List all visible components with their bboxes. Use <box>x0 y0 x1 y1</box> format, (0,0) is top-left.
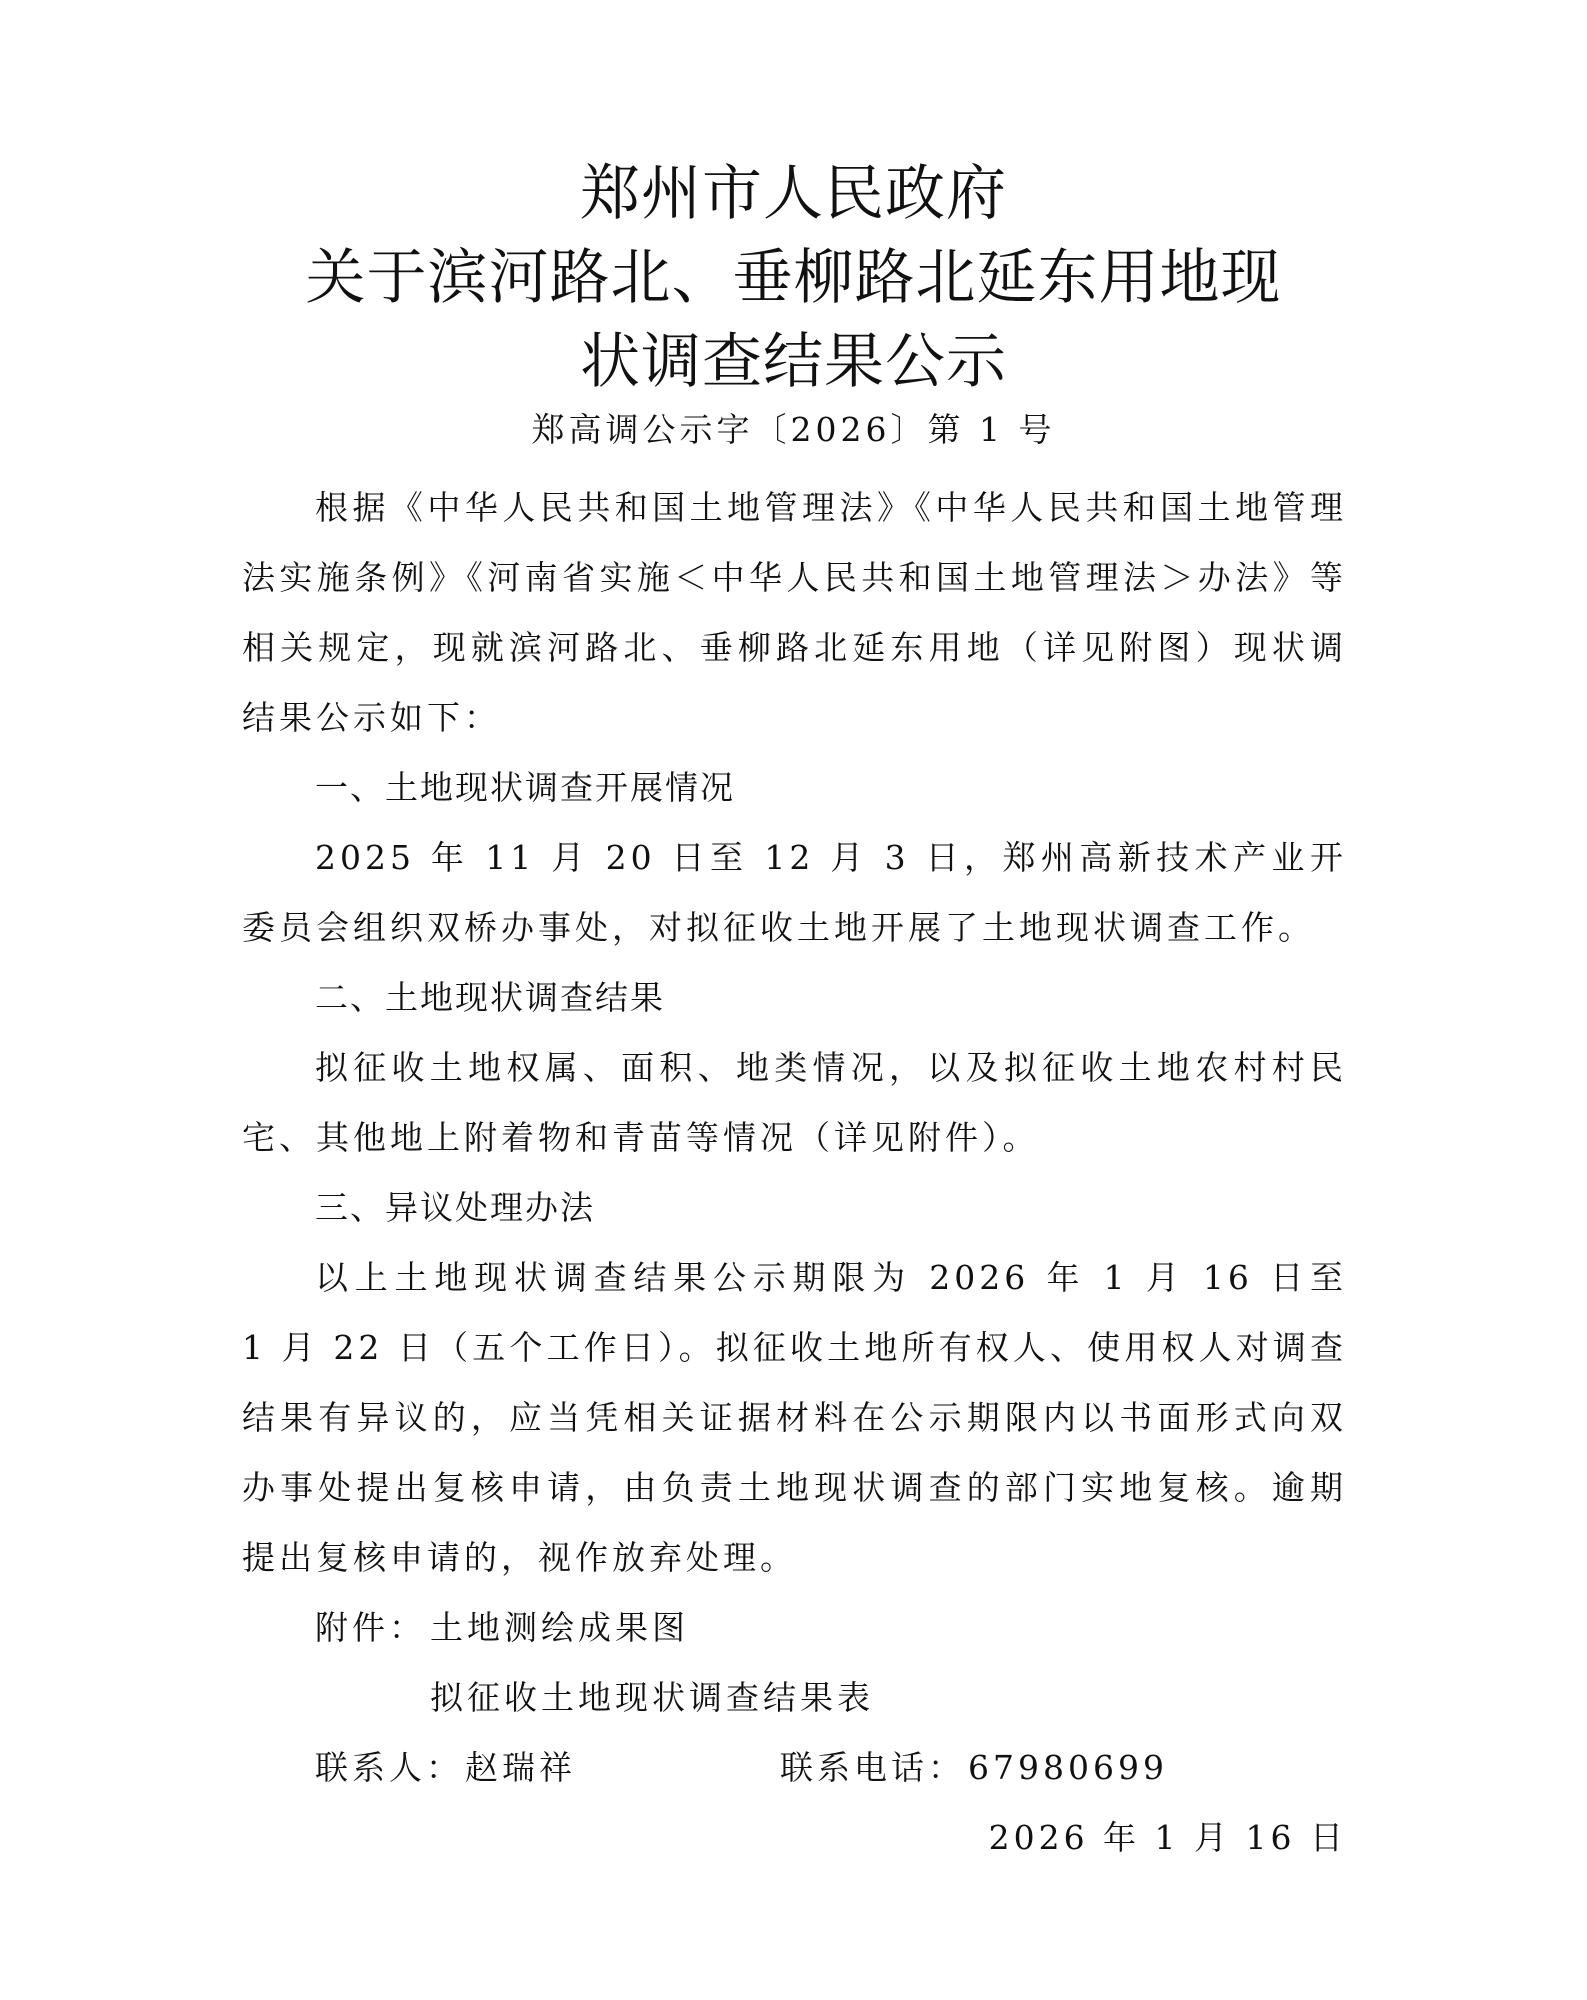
section-3-line-3: 结果有异议的，应当凭相关证据材料在公示期限内以书面形式向双 <box>242 1398 1347 1437</box>
section-2-heading: 二、土地现状调查结果 <box>315 978 665 1017</box>
title-line-2: 关于滨河路北、垂柳路北延东用地现 <box>305 243 1282 313</box>
attachment-item-2: 拟征收土地现状调查结果表 <box>430 1678 874 1717</box>
title-line-3: 状调查结果公示 <box>580 327 1007 397</box>
section-1-line-1: 2025 年 11 月 20 日至 12 月 3 日，郑州高新技术产业开 <box>315 838 1347 877</box>
section-3-line-4: 办事处提出复核申请，由负责土地现状调查的部门实地复核。逾期 <box>242 1468 1347 1507</box>
attachment-item-1: 土地测绘成果图 <box>430 1608 689 1647</box>
contact-phone-label: 联系电话： <box>780 1748 965 1787</box>
contact-person-label: 联系人： <box>315 1748 463 1787</box>
section-1-heading: 一、土地现状调查开展情况 <box>315 768 735 807</box>
section-3-line-1: 以上土地现状调查结果公示期限为 2026 年 1 月 16 日至 <box>315 1258 1347 1297</box>
section-2-line-2: 宅、其他地上附着物和青苗等情况（详见附件）。 <box>242 1118 1040 1157</box>
issue-date: 2026 年 1 月 16 日 <box>988 1818 1347 1857</box>
document-number: 郑高调公示字〔2026〕第 1 号 <box>531 410 1056 449</box>
section-3-heading: 三、异议处理办法 <box>315 1188 595 1227</box>
attachments-label: 附件： <box>315 1608 426 1647</box>
intro-line-3: 相关规定，现就滨河路北、垂柳路北延东用地（详见附图）现状调 <box>242 628 1347 667</box>
section-2-line-1: 拟征收土地权属、面积、地类情况，以及拟征收土地农村村民 <box>315 1048 1347 1087</box>
intro-line-1: 根据《中华人民共和国土地管理法》《中华人民共和国土地管理 <box>315 488 1347 527</box>
title-line-1: 郑州市人民政府 <box>580 159 1007 229</box>
section-3-line-2: 1 月 22 日（五个工作日）。拟征收土地所有权人、使用权人对调查 <box>242 1328 1347 1367</box>
contact-person: 赵瑞祥 <box>465 1748 576 1787</box>
contact-phone: 67980699 <box>968 1748 1168 1787</box>
section-1-line-2: 委员会组织双桥办事处，对拟征收土地开展了土地现状调查工作。 <box>242 908 1315 947</box>
intro-line-2: 法实施条例》《河南省实施＜中华人民共和国土地管理法＞办法》等 <box>242 558 1347 597</box>
intro-line-4: 结果公示如下： <box>242 698 501 737</box>
section-3-line-5: 提出复核申请的，视作放弃处理。 <box>242 1538 797 1577</box>
